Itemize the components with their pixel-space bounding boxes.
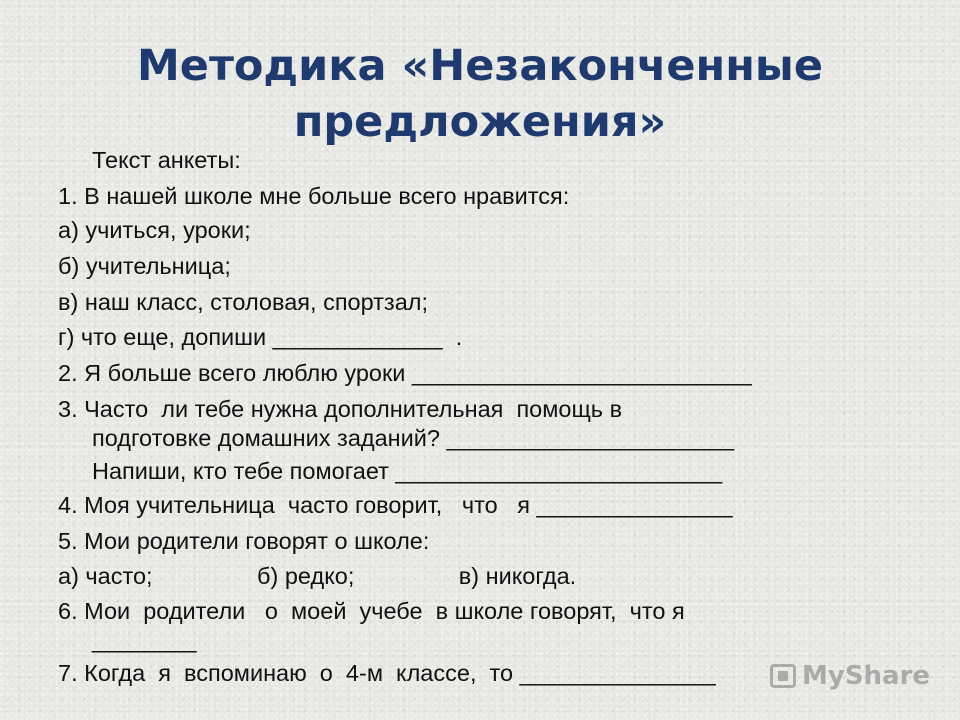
- question-2: 2. Я больше всего люблю уроки __________________________: [58, 360, 752, 386]
- option-1b: б) учительница;: [58, 253, 231, 279]
- question-1: 1. В нашей школе мне больше всего нравится:: [58, 183, 570, 209]
- page-title: [0, 38, 960, 150]
- title-line-1: Методика «Незаконченные: [137, 41, 823, 91]
- option-1c: в) наш класс, столовая, спортзал;: [58, 289, 429, 315]
- title-line-2: предложения»: [293, 97, 667, 147]
- questionnaire-heading: Текст анкеты:: [92, 147, 241, 173]
- question-3-line-2: подготовке домашних заданий? ______________________: [92, 425, 735, 451]
- slide-icon: [770, 664, 796, 688]
- option-1a: а) учиться, уроки;: [58, 217, 251, 243]
- question-4: 4. Моя учительница часто говорит, что я _______________: [58, 492, 733, 518]
- question-5: 5. Мои родители говорят о школе:: [58, 528, 430, 554]
- question-7: 7. Когда я вспоминаю о 4-м классе, то _______________: [58, 660, 716, 686]
- question-6-line-2: ________: [92, 627, 197, 653]
- watermark-text: MyShare: [802, 661, 931, 691]
- options-5: а) часто; б) редко; в) никогда.: [58, 563, 577, 589]
- question-6-line-1: 6. Мои родители о моей учебе в школе говорят, что я: [58, 598, 685, 624]
- question-3-helper: Напиши, кто тебе помогает _________________________: [92, 458, 723, 484]
- watermark: [770, 656, 940, 696]
- option-1d: г) что еще, допиши _____________ .: [58, 324, 463, 350]
- question-3-line-1: 3. Часто ли тебе нужна дополнительная помощь в: [58, 396, 623, 422]
